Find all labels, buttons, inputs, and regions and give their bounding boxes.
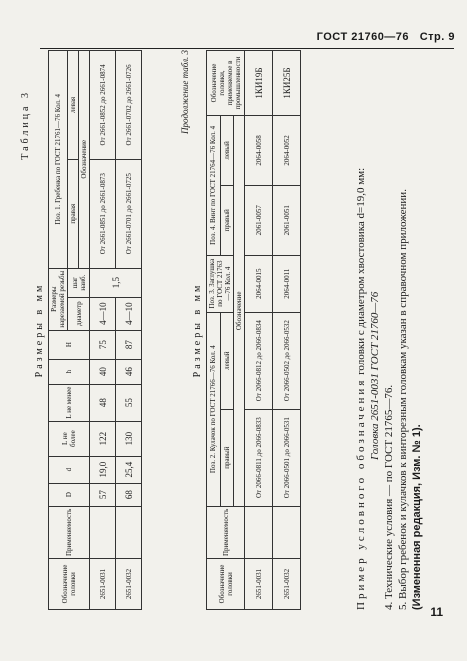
th-H: H: [49, 330, 90, 359]
cell-app: [273, 506, 301, 558]
standard-title: ГОСТ 21760—76: [316, 31, 410, 43]
th-Lmax: L не более: [49, 421, 90, 456]
th-plug: Поз. 3. Заглушка по ГОСТ 21763—76 Кол. 4: [207, 255, 234, 312]
cell-des: 2651-0032: [116, 559, 142, 610]
page-label: Стр. 9: [419, 31, 455, 43]
table-row: [90, 51, 116, 610]
cell-dia: 4—10: [116, 297, 142, 330]
cell-Lmin: 48: [90, 384, 116, 421]
note-5: 5. Выбор гребенок и кулачков к винторезным головкам указан в справочном приложении.: [397, 189, 409, 610]
cell-app: [245, 506, 273, 558]
th-head-desig: Обозначение головки, применяемое в промышленности: [207, 51, 245, 116]
th-right: правый: [220, 409, 234, 506]
th-obozn: Обозначение: [79, 51, 90, 269]
cell-d: 25,4: [116, 456, 142, 483]
page-number: 11: [430, 605, 443, 619]
th-screw-left: левый: [220, 116, 234, 186]
th-screw-right: правый: [220, 185, 234, 255]
cell-Lmin: 55: [116, 384, 142, 421]
th-designation: Обозначение головки: [49, 559, 90, 610]
cell-sr: 2061-0057: [245, 185, 273, 255]
cell-des: 2651-0031: [245, 559, 273, 610]
cell-D: 68: [116, 483, 142, 506]
table-caption: Таблица 3: [20, 90, 31, 160]
cell-H: 87: [116, 330, 142, 359]
cell-ind: 1КИ25Б: [273, 51, 301, 116]
th-D: D: [49, 483, 90, 506]
cell-d: 19,0: [90, 456, 116, 483]
cell-plug: 2064-0011: [273, 255, 301, 312]
cell-dia: 4—10: [90, 297, 116, 330]
cell-sl: 2064-0052: [273, 116, 301, 186]
example-code: Головка 2651-0031 ГОСТ 21760—76: [369, 291, 381, 460]
continuation-caption: Продолжение табл. 3: [180, 50, 190, 134]
table-row: [273, 51, 301, 610]
cell-ind: 1КИ19Б: [245, 51, 273, 116]
th-Lmin: L не менее: [49, 384, 90, 421]
th-applicability: Применяемость: [49, 506, 90, 558]
th-combs: Поз. 1. Гребенка по ГОСТ 21761—76 Кол. 4: [49, 51, 68, 269]
sizes-caption-2: Размеры в мм: [192, 282, 203, 378]
table-row: [245, 51, 273, 610]
cell-des: 2651-0032: [273, 559, 301, 610]
cell-app: [116, 506, 142, 558]
cell-plug: 2064-0015: [245, 255, 273, 312]
cell-right: От 2066-0811 до 2066-0833: [245, 409, 273, 506]
th-designation: Обозначение головки: [207, 559, 245, 610]
cell-right: От 2661-0701 до 2661-0725: [116, 159, 142, 268]
th-h: h: [49, 359, 90, 384]
th-diameter: диаметр: [68, 297, 90, 330]
th-obozn: Обозначение: [234, 116, 245, 507]
th-pitch: шаг наиб.: [68, 268, 90, 297]
page-header: [317, 31, 455, 43]
header-rule: [40, 48, 454, 49]
cell-pitch: 1,5: [90, 268, 142, 297]
amendment-note: (Измененная редакция, Изм. № 1).: [411, 424, 423, 610]
cell-des: 2651-0031: [90, 559, 116, 610]
note-4: 4. Технические условия — по ГОСТ 21765—76.: [383, 384, 395, 610]
cell-h: 40: [90, 359, 116, 384]
cell-app: [90, 506, 116, 558]
table-row: [116, 51, 142, 610]
example-lead: Пример условного обозначения: [355, 377, 367, 610]
th-thread: Размеры нарезаемой резьбы: [49, 268, 68, 330]
table-bottom: [206, 50, 301, 610]
cell-D: 57: [90, 483, 116, 506]
cell-H: 75: [90, 330, 116, 359]
example-text: головки с диаметром хвостовика d=19,0 мм:: [355, 167, 367, 375]
cell-left: От 2661-0852 до 2661-0874: [90, 51, 116, 160]
cell-Lmax: 122: [90, 421, 116, 456]
cell-left: От 2661-0702 до 2661-0726: [116, 51, 142, 160]
cell-Lmax: 130: [116, 421, 142, 456]
cell-right: От 2661-0851 до 2661-0873: [90, 159, 116, 268]
sizes-caption: Размеры в мм: [34, 282, 45, 378]
table-top: [48, 50, 142, 610]
th-cams: Поз. 2. Кулачок по ГОСТ 21766—76 Кол. 4: [207, 312, 221, 506]
cell-sr: 2061-0051: [273, 185, 301, 255]
th-applicability: Применяемость: [207, 506, 245, 558]
cell-right: От 2066-0501 до 2066-0531: [273, 409, 301, 506]
cell-left: От 2066-0502 до 2066-0532: [273, 312, 301, 409]
cell-left: От 2066-0812 до 2066-0834: [245, 312, 273, 409]
notes-block: [354, 50, 424, 610]
th-d: d: [49, 456, 90, 483]
th-right: правая: [68, 159, 79, 268]
rotated-content: [20, 50, 450, 610]
cell-sl: 2064-0058: [245, 116, 273, 186]
th-left: левая: [68, 51, 79, 160]
th-left: левый: [220, 312, 234, 409]
th-screw: Поз. 4. Винт по ГОСТ 21764—76 Кол. 4: [207, 116, 221, 256]
cell-h: 46: [116, 359, 142, 384]
example-line: [354, 50, 368, 610]
